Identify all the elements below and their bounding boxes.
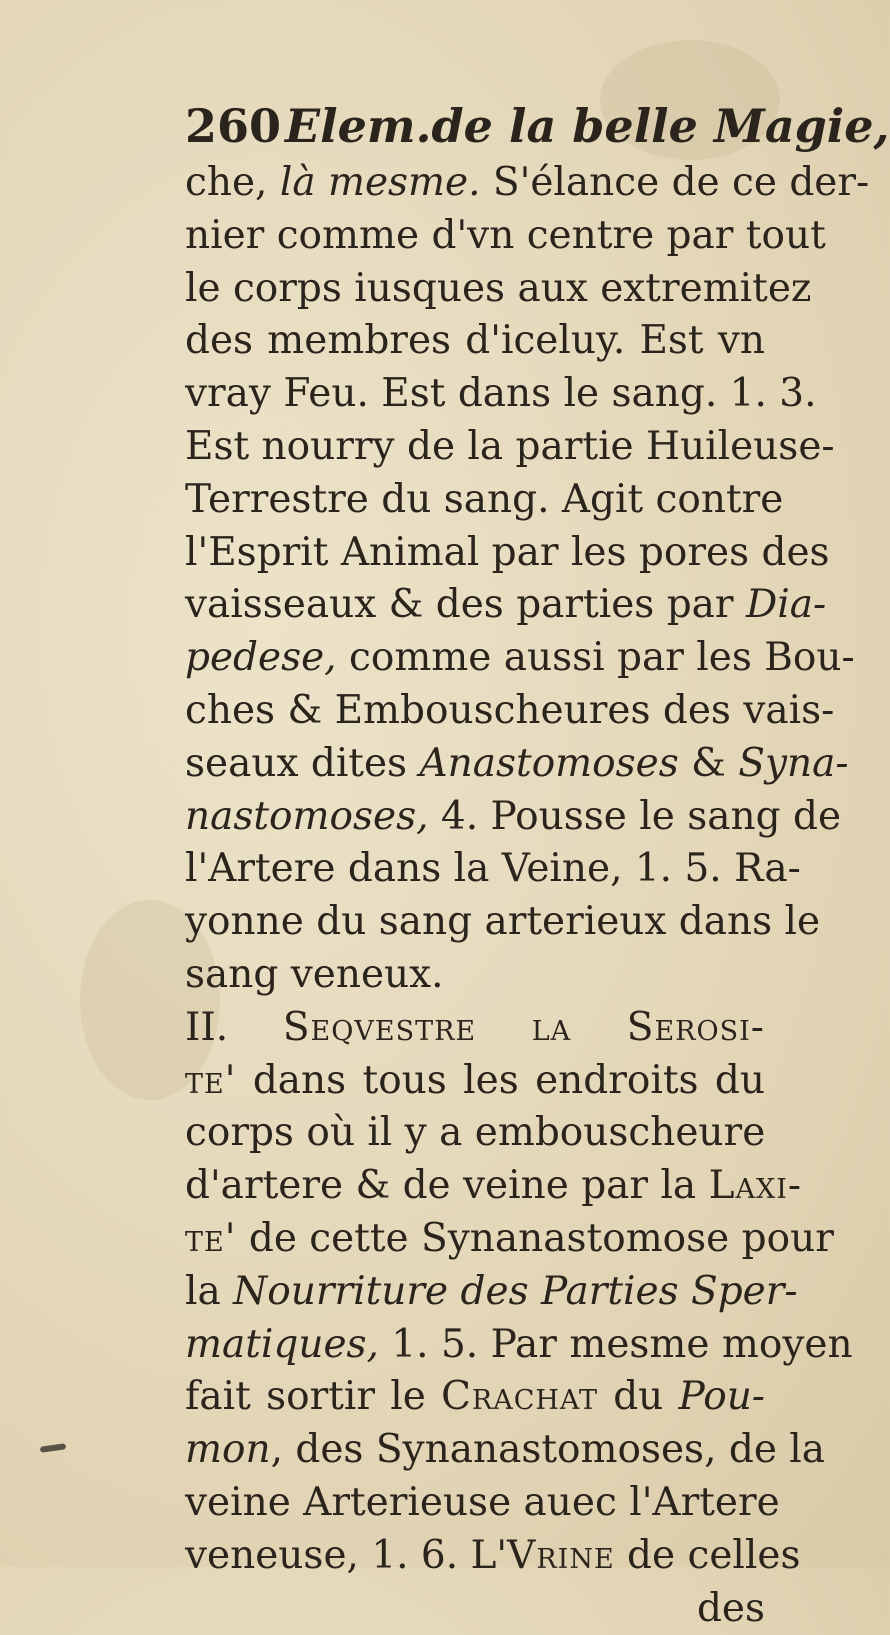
text-segment: dans tous les endroits du: [236, 1057, 765, 1103]
text-line: [185, 1055, 765, 1108]
text-segment: yonne du sang arterieux dans le: [185, 899, 821, 945]
text-segment: sang veneux.: [185, 951, 444, 997]
text-line: [185, 738, 849, 791]
text-segment: fait sortir le: [185, 1374, 442, 1420]
text-line: [185, 368, 817, 421]
italic-text: Anastomoses: [419, 740, 679, 786]
text-line: [185, 421, 835, 474]
text-segment: S'élance de ce der-: [480, 160, 870, 205]
italic-text: Nourriture des Parties Sper-: [233, 1268, 798, 1314]
text-segment: d'artere & de veine par la: [185, 1163, 709, 1209]
text-segment: comme aussi par les Bou-: [336, 635, 855, 681]
text-segment: &: [678, 740, 739, 786]
text-line: [185, 632, 855, 685]
text-segment: veneuse, 1. 6. L': [185, 1532, 508, 1578]
text-line: [185, 474, 784, 527]
text-segment: le corps iusques aux extremitez: [185, 265, 812, 311]
text-segment: la: [185, 1268, 234, 1314]
running-title: Elem.de la belle Magie,: [285, 99, 890, 153]
small-caps-text: Crachat: [441, 1374, 598, 1420]
text-line: [185, 210, 826, 263]
text-segment: veine Arterieuse auec l'Artere: [185, 1479, 780, 1525]
text-segment: de cette Synanastomose pour: [236, 1215, 834, 1261]
text-segment: du: [597, 1374, 679, 1420]
small-caps-text: Vrine: [507, 1532, 615, 1578]
text-line: [185, 1266, 798, 1319]
italic-text: pedese,: [185, 635, 337, 681]
italic-text: Pou-: [678, 1374, 765, 1420]
text-line: [185, 1371, 765, 1424]
text-line: [185, 157, 870, 210]
text-line: [185, 949, 765, 1002]
text-segment: vaisseaux & des parties par: [185, 582, 746, 628]
text-segment: 1. 5. Par mesme moyen: [378, 1321, 853, 1367]
text-segment: des membres d'iceluy. Est vn: [185, 318, 765, 364]
italic-text: Syna-: [738, 740, 849, 786]
book-page: [185, 95, 890, 1631]
text-line: [185, 1477, 780, 1530]
text-line: [185, 685, 835, 738]
text-line: [185, 579, 827, 632]
small-caps-text: te': [185, 1215, 237, 1261]
text-segment: che,: [185, 160, 280, 205]
small-caps-text: te': [185, 1057, 237, 1103]
text-line: [185, 1530, 801, 1583]
text-line: [185, 1002, 765, 1055]
body-text: [185, 157, 870, 1583]
italic-text: matiques,: [185, 1321, 379, 1367]
text-segment: ches & Embouscheures des vais-: [185, 687, 835, 733]
text-segment: nier comme d'vn centre par tout: [185, 212, 826, 258]
text-line: [185, 843, 801, 896]
italic-text: nastomoses,: [185, 793, 429, 839]
text-line: [185, 1160, 803, 1213]
text-segment: vray Feu. Est dans le sang. 1. 3.: [185, 371, 817, 417]
text-segment: corps où il y a embouscheure: [185, 1110, 766, 1156]
italic-text: Dia-: [745, 582, 827, 628]
margin-ink-mark: [40, 1443, 67, 1453]
text-line: [185, 1424, 826, 1477]
text-line: [185, 1319, 853, 1372]
small-caps-text: Seqvestre la Serosi-: [282, 1004, 765, 1050]
catchword: des: [696, 1585, 765, 1631]
text-segment: 4. Pousse le sang de: [428, 793, 842, 839]
text-line: [185, 1213, 834, 1266]
text-line: [185, 315, 765, 368]
running-header: [185, 95, 890, 157]
page-number: 260: [185, 99, 282, 153]
text-segment: Est nourry de la partie Huileuse-: [185, 423, 835, 469]
text-segment: de celles: [614, 1532, 801, 1578]
text-segment: seaux dites: [185, 740, 420, 786]
text-segment: Terrestre du sang. Agit contre: [185, 476, 784, 522]
small-caps-text: Laxi-: [708, 1163, 803, 1209]
text-line: [185, 1107, 765, 1160]
text-line: [185, 791, 842, 844]
italic-text: mon: [185, 1427, 271, 1473]
text-segment: l'Artere dans la Veine, 1. 5. Ra-: [185, 846, 801, 892]
text-segment: , des Synanastomoses, de la: [270, 1427, 826, 1473]
text-segment: II.: [185, 1004, 283, 1050]
italic-text: là mesme.: [279, 160, 481, 205]
text-line: [185, 527, 830, 580]
text-line: [185, 263, 812, 316]
text-line: [185, 896, 821, 949]
text-segment: l'Esprit Animal par les pores des: [185, 529, 830, 575]
